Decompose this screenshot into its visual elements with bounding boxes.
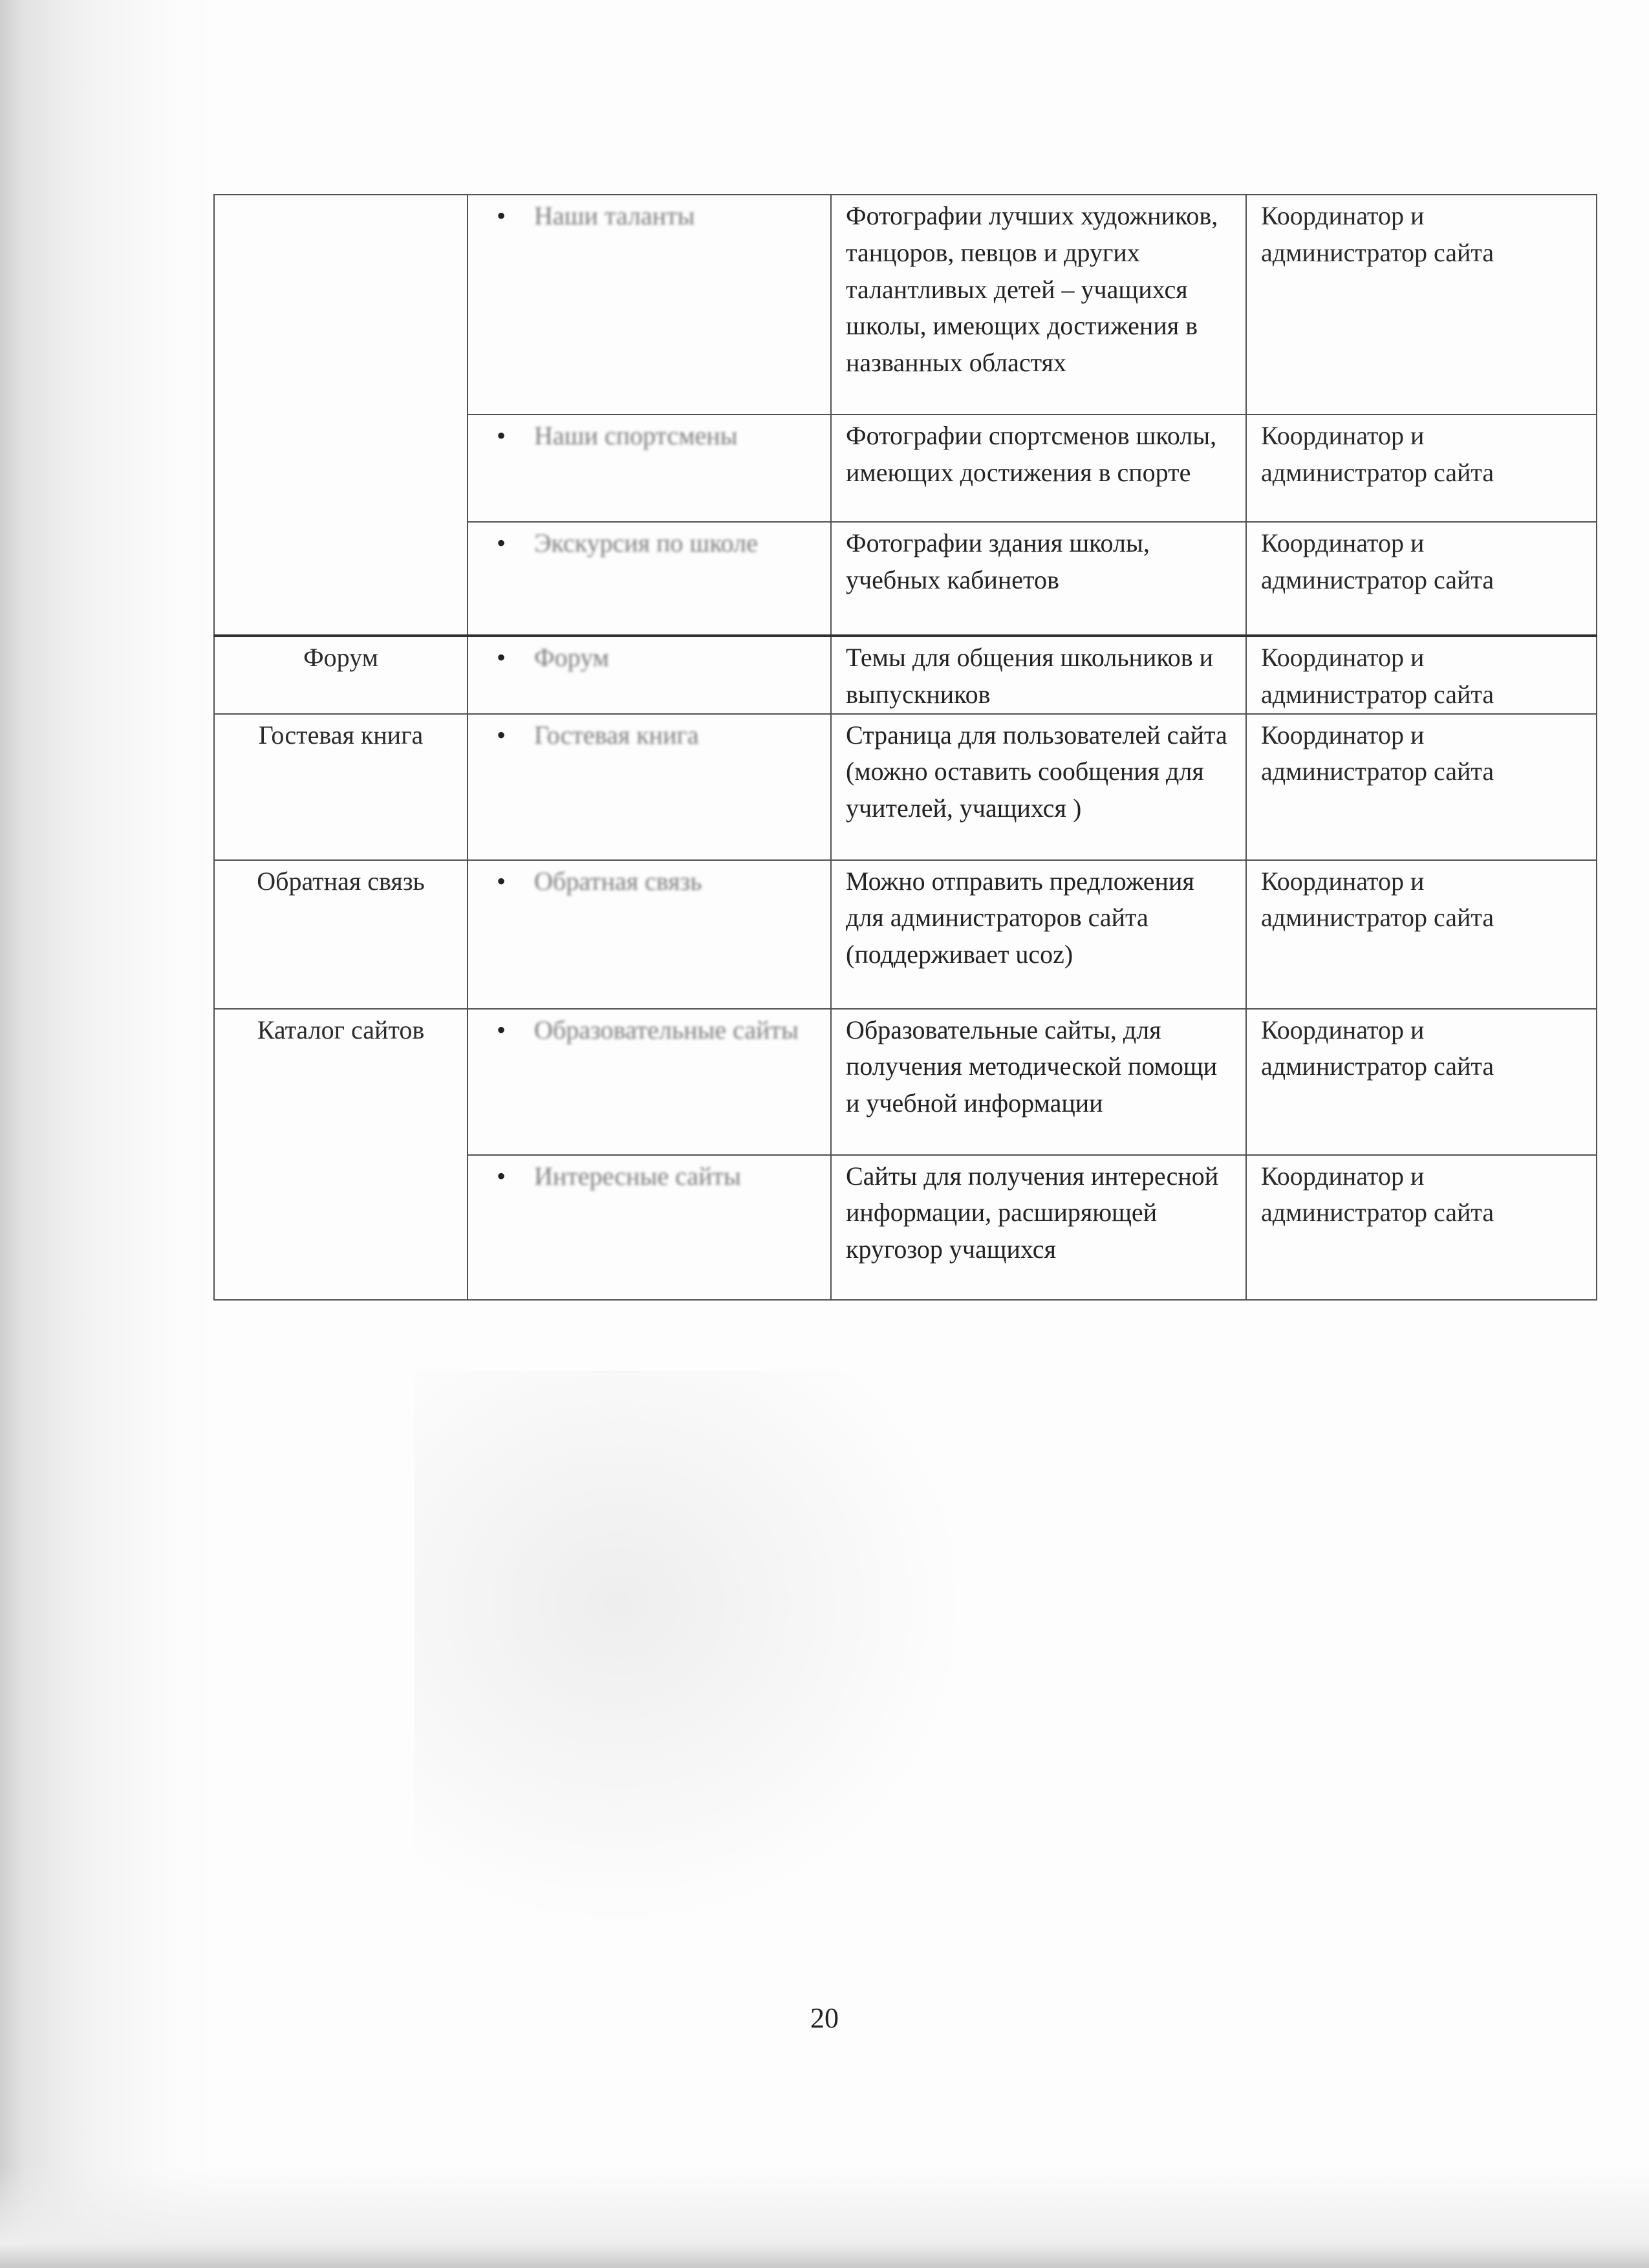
subsection-cell: • Обратная связь — [468, 860, 831, 1009]
section-cell: Каталог сайтов — [214, 1009, 468, 1300]
subsection-cell: • Наши спортсмены — [468, 415, 831, 522]
bullet-icon: • — [497, 866, 506, 896]
table-row — [214, 714, 1597, 860]
bullet-icon: • — [497, 201, 506, 230]
subsection-cell: • Форум — [468, 636, 831, 714]
subsection-cell: • Образовательные сайты — [468, 1009, 831, 1155]
bullet-icon: • — [497, 1015, 506, 1044]
responsible-cell: Координатор и администратор сайта — [1246, 195, 1597, 415]
page-number: 20 — [810, 2002, 839, 2034]
subsection-cell: • Экскурсия по школе — [468, 522, 831, 636]
responsible-cell: Координатор и администратор сайта — [1246, 714, 1597, 860]
scan-left-shadow — [0, 0, 213, 2268]
table-row — [214, 1009, 1597, 1155]
scan-bleed-through — [414, 1371, 996, 1953]
bullet-icon: • — [497, 1161, 506, 1191]
bullet-icon: • — [497, 720, 506, 750]
description-cell: Сайты для получения интересной информации, расширяющей кругозор учащихся — [831, 1155, 1246, 1300]
site-structure-table — [213, 194, 1597, 1301]
subsection-cell: • Наши таланты — [468, 195, 831, 415]
responsible-cell: Координатор и администратор сайта — [1246, 522, 1597, 636]
section-cell — [214, 195, 468, 636]
subsection-cell: • Гостевая книга — [468, 714, 831, 860]
subsection-cell: • Интересные сайты — [468, 1155, 831, 1300]
section-cell: Гостевая книга — [214, 714, 468, 860]
table-row — [214, 195, 1597, 415]
description-cell: Фотографии спортсменов школы, имеющих достижения в спорте — [831, 415, 1246, 522]
responsible-cell: Координатор и администратор сайта — [1246, 415, 1597, 522]
description-cell: Можно отправить предложения для администраторов сайта (поддерживает ucoz) — [831, 860, 1246, 1009]
responsible-cell: Координатор и администратор сайта — [1246, 860, 1597, 1009]
responsible-cell: Координатор и администратор сайта — [1246, 636, 1597, 714]
responsible-cell: Координатор и администратор сайта — [1246, 1155, 1597, 1300]
table-row — [214, 860, 1597, 1009]
bullet-icon: • — [497, 528, 506, 557]
bullet-icon: • — [497, 421, 506, 450]
description-cell: Фотографии лучших художников, танцоров, певцов и других талантливых детей – учащихся школы, имеющих достижения в названных областях — [831, 195, 1246, 415]
responsible-cell: Координатор и администратор сайта — [1246, 1009, 1597, 1155]
bullet-icon: • — [497, 643, 506, 672]
description-cell: Темы для общения школьников и выпускников — [831, 636, 1246, 714]
section-cell: Обратная связь — [214, 860, 468, 1009]
description-cell: Страница для пользователей сайта (можно оставить сообщения для учителей, учащихся ) — [831, 714, 1246, 860]
section-cell: Форум — [214, 636, 468, 714]
table-row — [214, 636, 1597, 714]
scan-bottom-shadow — [0, 2166, 1649, 2268]
description-cell: Образовательные сайты, для получения методической помощи и учебной информации — [831, 1009, 1246, 1155]
description-cell: Фотографии здания школы, учебных кабинетов — [831, 522, 1246, 636]
